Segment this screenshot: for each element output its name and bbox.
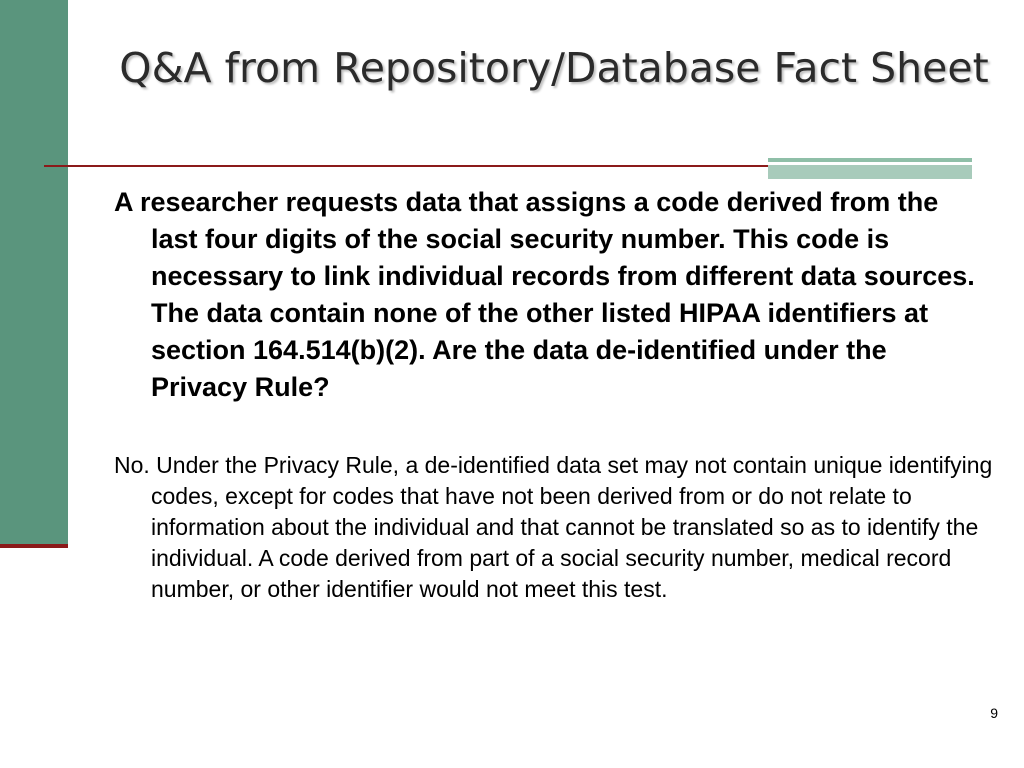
divider-accent-thin [768,158,972,162]
left-decorative-bar [0,0,68,544]
left-bar-accent-line [0,544,68,548]
slide-title: Q&A from Repository/Database Fact Sheet [119,44,989,92]
title-divider-line [44,165,774,167]
divider-accent-block [768,165,972,179]
page-number: 9 [990,705,998,721]
question-text: A researcher requests data that assigns a code derived from the last four digits of the social security number. This code is necessary to link individual records from different data sources. The data contain none of the other listed HIPAA identifiers at section 164.514(b)(2). Are the data de-identified under the Privacy Rule? [114,187,975,402]
answer-text: No. Under the Privacy Rule, a de-identified data set may not contain unique identifying codes, except for codes that have not been derived from or do not relate to information about the individual and that cannot be translated so as to identify the individual. A code derived from part of a social security number, medical record number, or other identifier would not meet this test. [114,452,993,602]
